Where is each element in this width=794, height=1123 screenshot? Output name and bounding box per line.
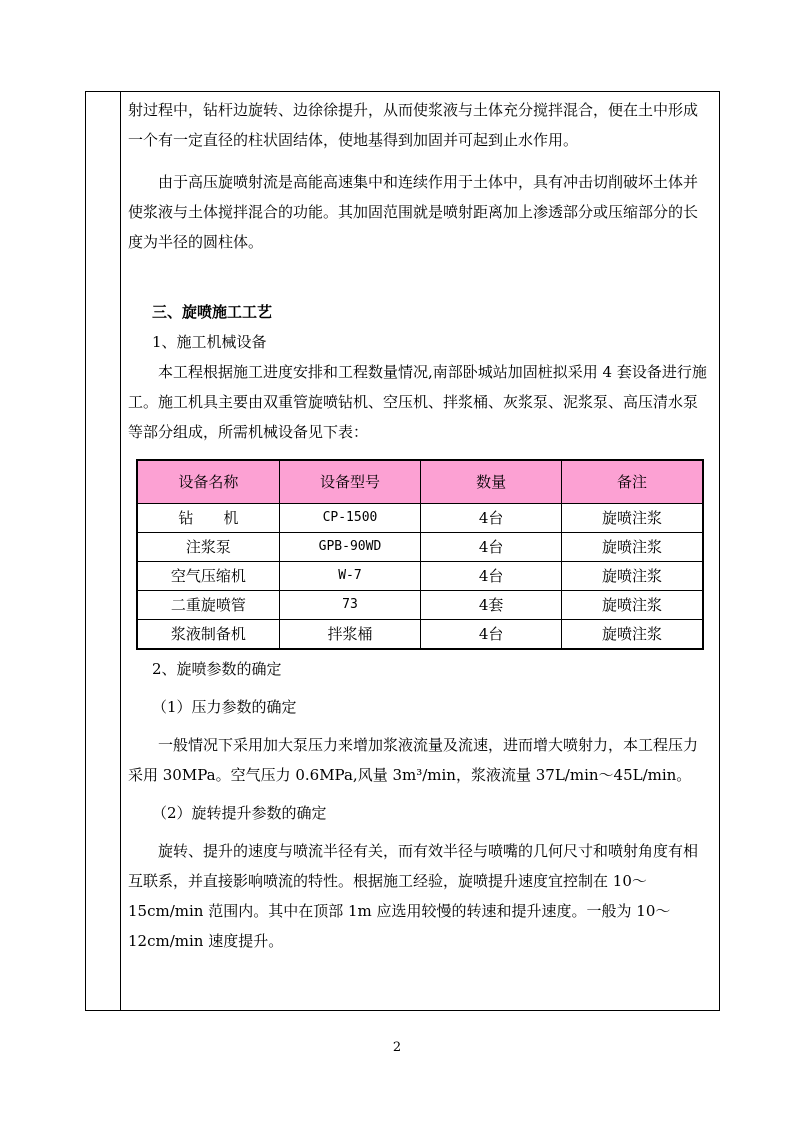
cell-qty: 4套: [421, 591, 562, 620]
table-row: [137, 620, 703, 650]
cell-name: 浆液制备机: [137, 620, 279, 650]
cell-model: CP-1500: [279, 504, 420, 533]
header-cell-name: 设备名称: [137, 460, 279, 504]
table-row: [137, 533, 703, 562]
paragraph-continued: 射过程中，钻杆边旋转、边徐徐提升，从而使浆液与土体充分搅拌混合，便在土中形成一个有一定直径的柱状固结体，使地基得到加固并可起到止水作用。: [128, 101, 699, 149]
cell-note: 旋喷注浆: [562, 504, 703, 533]
table-row: [137, 562, 703, 591]
section-title: 三、旋喷施工工艺: [152, 303, 273, 321]
page-number: 2: [392, 1040, 402, 1055]
subsection-title-parameters: 2、旋喷参数的确定: [152, 660, 282, 678]
paragraph-equipment: 本工程根据施工进度安排和工程数量情况,南部卧城站加固桩拟采用 4 套设备进行施工。施工机具主要由双重管旋喷钻机、空压机、拌浆桶、灰浆泵、泥浆泵、高压清水泵等部分组成，所需机械设备见下表：: [128, 363, 707, 441]
cell-note: 旋喷注浆: [562, 562, 703, 591]
subsection-title-pressure: （1）压力参数的确定: [152, 698, 297, 716]
cell-model: GPB-90WD: [279, 533, 420, 562]
header-cell-qty: 数量: [421, 460, 562, 504]
equipment-table: [136, 459, 704, 650]
cell-note: 旋喷注浆: [562, 591, 703, 620]
cell-name: 空气压缩机: [137, 562, 279, 591]
paragraph-jet-effect: 由于高压旋喷射流是高能高速集中和连续作用于土体中，具有冲击切削破坏土体并使浆液与土体搅拌混合的功能。其加固范围就是喷射距离加上渗透部分或压缩部分的长度为半径的圆柱体。: [128, 173, 699, 251]
paragraph-pressure: 一般情况下采用加大泵压力来增加浆液流量及流速，进而增大喷射力，本工程压力采用 30MPa。空气压力 0.6MPa,风量 3m³/min，浆液流量 37L/min～45L/min。: [128, 736, 699, 784]
subsection-title-equipment: 1、施工机械设备: [152, 333, 267, 351]
cell-name: 二重旋喷管: [137, 591, 279, 620]
cell-qty: 4台: [421, 620, 562, 650]
cell-qty: 4台: [421, 533, 562, 562]
header-cell-note: 备注: [562, 460, 703, 504]
paragraph-rotation: 旋转、提升的速度与喷流半径有关，而有效半径与喷嘴的几何尺寸和喷射角度有相互联系，并直接影响喷流的特性。根据施工经验，旋喷提升速度宜控制在 10～15cm/min 范围内。其中在顶部 1m 应选用较慢的转速和提升速度。一般为 10～12cm/min 速度提升。: [128, 842, 699, 950]
table-row: [137, 591, 703, 620]
column-divider: [120, 91, 121, 1011]
table-header-row: [137, 460, 703, 504]
subsection-title-rotation: （2）旋转提升参数的确定: [152, 804, 327, 822]
cell-model: W-7: [279, 562, 420, 591]
cell-model: 73: [279, 591, 420, 620]
header-cell-model: 设备型号: [279, 460, 420, 504]
cell-qty: 4台: [421, 562, 562, 591]
cell-qty: 4台: [421, 504, 562, 533]
document-body: [128, 95, 712, 956]
cell-note: 旋喷注浆: [562, 620, 703, 650]
cell-name: 注浆泵: [137, 533, 279, 562]
cell-model: 拌浆桶: [279, 620, 420, 650]
cell-note: 旋喷注浆: [562, 533, 703, 562]
cell-name: 钻 机: [137, 504, 279, 533]
table-row: [137, 504, 703, 533]
